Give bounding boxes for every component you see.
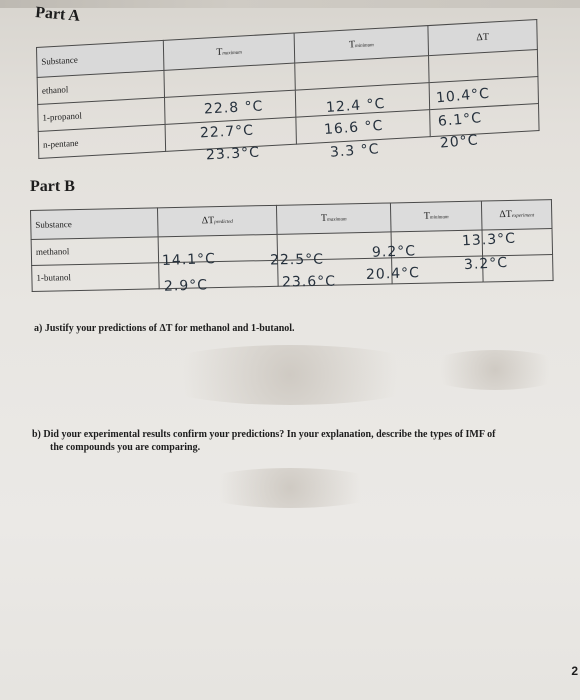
erased-writing-smudge: [420, 350, 570, 390]
header-tmax: Tmaximum: [276, 203, 391, 234]
handwritten-value: 20.4°C: [365, 265, 421, 283]
handwritten-value: 14.1°C: [161, 251, 217, 269]
handwritten-value: 22.5°C: [269, 251, 325, 269]
handwritten-value: 2.9°C: [163, 277, 209, 295]
handwritten-value: 16.6 °C: [323, 117, 384, 139]
row-substance-name: methanol: [31, 236, 159, 265]
question-b: [32, 428, 562, 454]
handwritten-value: 20°C: [439, 132, 480, 152]
header-delta-t-predicted: ΔTpredicted: [157, 205, 277, 236]
row-substance-name: 1-propanol: [38, 97, 165, 131]
header-tmin: Tminimum: [294, 26, 428, 63]
header-substance: Substance: [37, 40, 164, 77]
handwritten-value: 9.2°C: [371, 243, 417, 261]
header-delta-t: ΔT: [428, 20, 537, 56]
header-delta-t-experiment: ΔTexperiment: [481, 200, 552, 230]
handwritten-value: 23.3°C: [205, 144, 261, 164]
question-b-line2: the compounds you are comparing.: [50, 442, 201, 453]
part-a-title: Part A: [34, 4, 81, 25]
header-substance: Substance: [31, 208, 159, 239]
erased-writing-smudge: [190, 468, 390, 508]
handwritten-value: 10.4°C: [435, 85, 491, 107]
part-b-title: Part B: [30, 178, 75, 195]
header-tmax: Tmaximum: [163, 33, 294, 70]
page-top-edge: [0, 0, 580, 8]
handwritten-value: 3.3 °C: [329, 141, 380, 161]
question-a: a) Justify your predictions of ΔT for methanol and 1-butanol.: [34, 323, 295, 334]
handwritten-value: 23.6°C: [281, 273, 337, 291]
handwritten-value: 6.1°C: [437, 110, 483, 130]
handwritten-value: 22.8 °C: [203, 98, 264, 118]
handwritten-value: 13.3°C: [461, 230, 517, 250]
row-substance-name: ethanol: [37, 70, 164, 104]
row-substance-name: 1-butanol: [32, 263, 160, 292]
handwritten-value: 12.4 °C: [325, 95, 386, 117]
page-number: 2: [571, 664, 578, 678]
question-b-line1: b) Did your experimental results confirm your predictions? In your explanation, describe the types of IMF of: [32, 429, 496, 440]
handwritten-value: 3.2°C: [463, 254, 509, 274]
header-tmin: Tminimum: [390, 201, 482, 231]
handwritten-value: 22.7°C: [199, 122, 255, 142]
row-substance-name: n-pentane: [38, 124, 165, 158]
erased-writing-smudge: [140, 345, 440, 405]
